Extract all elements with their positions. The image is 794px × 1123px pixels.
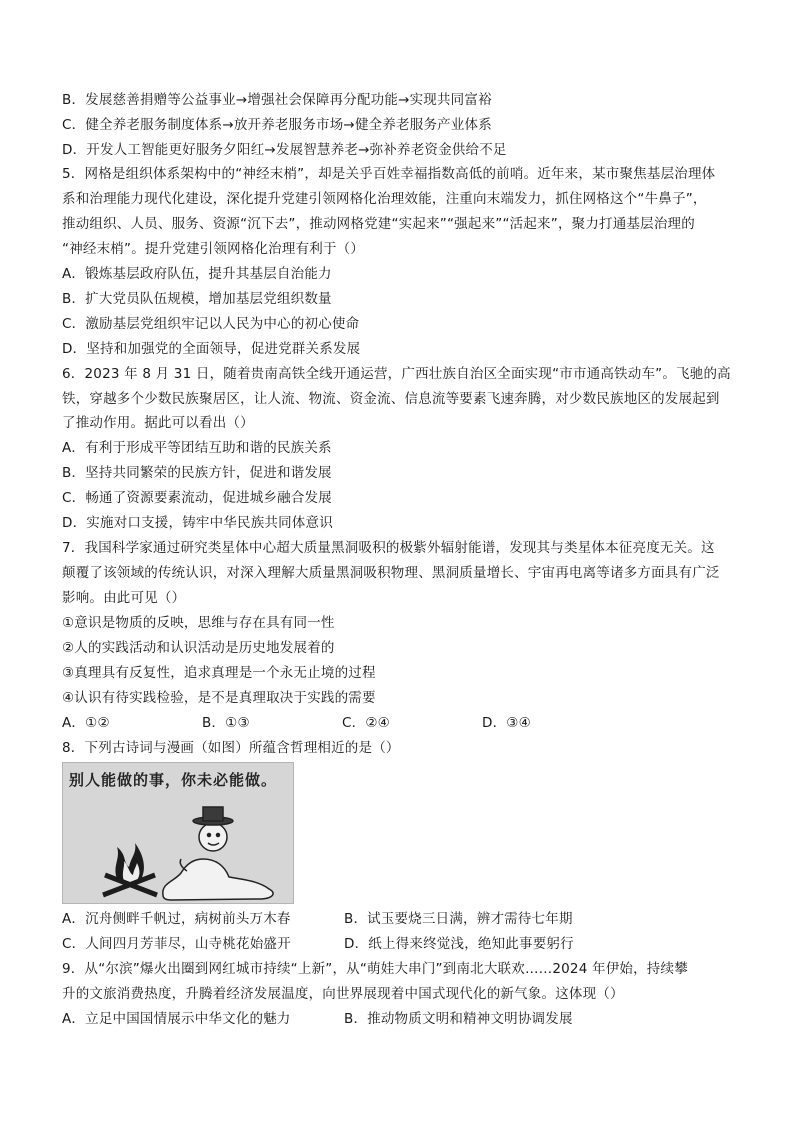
campfire-icon [103, 843, 157, 895]
q7-option-b: B．①③ [202, 715, 250, 731]
q7-option-d: D．③④ [482, 715, 531, 731]
q8-option-c: C．人间四月芳菲尽，山寺桃花始盛开 [62, 936, 291, 952]
q9-option-a: A．立足中国国情展示中华文化的魅力 [62, 1011, 291, 1027]
q6-option-a: A．有利于形成平等团结互助和谐的民族关系 [62, 440, 332, 456]
q5-stem-line-1: 5．网格是组织体系架构中的“神经末梢”，却是关乎百姓幸福指数高低的前哨。近年来，某市聚焦基层治理体 [62, 166, 716, 182]
q4-option-d: D．开发人工智能更好服务夕阳红→发展智慧养老→弥补养老资金供给不足 [62, 142, 507, 158]
q6-option-d: D．实施对口支援，铸牢中华民族共同体意识 [62, 515, 333, 531]
q5-option-d: D．坚持和加强党的全面领导，促进党群关系发展 [62, 341, 361, 357]
q9-stem-line-1: 9．从“尔滨”爆火出圈到网红城市持续“上新”，从“萌娃大串门”到南北大联欢……2024 年伊始，持续攀 [62, 961, 688, 977]
q5-stem-line-4: “神经末梢”。提升党建引领网格化治理有利于（） [62, 241, 365, 257]
q5-option-b: B．扩大党员队伍规模，增加基层党组织数量 [62, 291, 332, 307]
q4-option-b: B．发展慈善捐赠等公益事业→增强社会保障再分配功能→实现共同富裕 [62, 92, 492, 108]
q7-option-a: A．①② [62, 715, 110, 731]
q5-option-a: A．锻炼基层政府队伍，提升其基层自治能力 [62, 266, 332, 282]
q8-stem: 8．下列古诗词与漫画（如图）所蕴含哲理相近的是（） [62, 740, 400, 756]
q6-stem-line-3: 了推动作用。据此可以看出（） [62, 415, 254, 431]
q8-option-b: B．试玉要烧三日满，辨才需待七年期 [344, 911, 573, 927]
q8-option-d: D．纸上得来终觉浅，绝知此事要躬行 [344, 936, 574, 952]
q7-options [62, 714, 582, 732]
q7-statement-1: ①意识是物质的反映，思维与存在具有同一性 [62, 615, 335, 631]
melting-snowman-icon [163, 807, 273, 900]
q5-stem-line-2: 系和治理能力现代化建设，深化提升党建引领网格化治理效能，注重向末端发力，抓住网格这个“牛鼻子”， [62, 191, 707, 207]
q7-option-c: C．②④ [342, 715, 390, 731]
q4-option-c: C．健全养老服务制度体系→放开养老服务市场→健全养老服务产业体系 [62, 117, 492, 133]
q7-stem-line-2: 颠覆了该领域的传统认识，对深入理解大质量黑洞吸积物理、黑洞质量增长、宇宙再电离等诸多方面具有广泛 [62, 565, 720, 581]
q7-stem-line-3: 影响。由此可见（） [62, 590, 186, 606]
q9-stem-line-2: 升的文旅消费热度，升腾着经济发展温度，向世界展现着中国式现代化的新气象。这体现（） [62, 986, 624, 1002]
q7-statement-3: ③真理具有反复性，追求真理是一个永无止境的过程 [62, 665, 376, 681]
q7-statement-2: ②人的实践活动和认识活动是历史地发展着的 [62, 640, 335, 656]
q8-option-a: A．沉舟侧畔千帆过，病树前头万木春 [62, 911, 291, 927]
cartoon-drawing [63, 763, 293, 903]
cartoon-image [62, 762, 294, 904]
cartoon-caption: 别人能做的事，你未必能做。 [69, 771, 278, 789]
q6-stem-line-2: 铁，穿越多个少数民族聚居区，让人流、物流、资金流、信息流等要素飞速奔腾，对少数民族地区的发展起到 [62, 391, 720, 407]
q5-stem-line-3: 推动组织、人员、服务、资源“沉下去”，推动网格党建“实起来”“强起来”“活起来”，聚力打通基层治理的 [62, 216, 695, 232]
q7-stem-line-1: 7．我国科学家通过研究类星体中心超大质量黑洞吸积的极紫外辐射能谱，发现其与类星体本征亮度无关。这 [62, 540, 715, 556]
q6-option-c: C．畅通了资源要素流动，促进城乡融合发展 [62, 490, 332, 506]
q7-statement-4: ④认识有待实践检验，是不是真理取决于实践的需要 [62, 690, 376, 706]
q5-option-c: C．激励基层党组织牢记以人民为中心的初心使命 [62, 316, 360, 332]
q6-stem-line-1: 6．2023 年 8 月 31 日，随着贵南高铁全线开通运营，广西壮族自治区全面实现“市市通高铁动车”。飞驰的高 [62, 366, 731, 382]
q6-option-b: B．坚持共同繁荣的民族方针，促进和谐发展 [62, 465, 332, 481]
q9-option-b: B．推动物质文明和精神文明协调发展 [344, 1011, 573, 1027]
